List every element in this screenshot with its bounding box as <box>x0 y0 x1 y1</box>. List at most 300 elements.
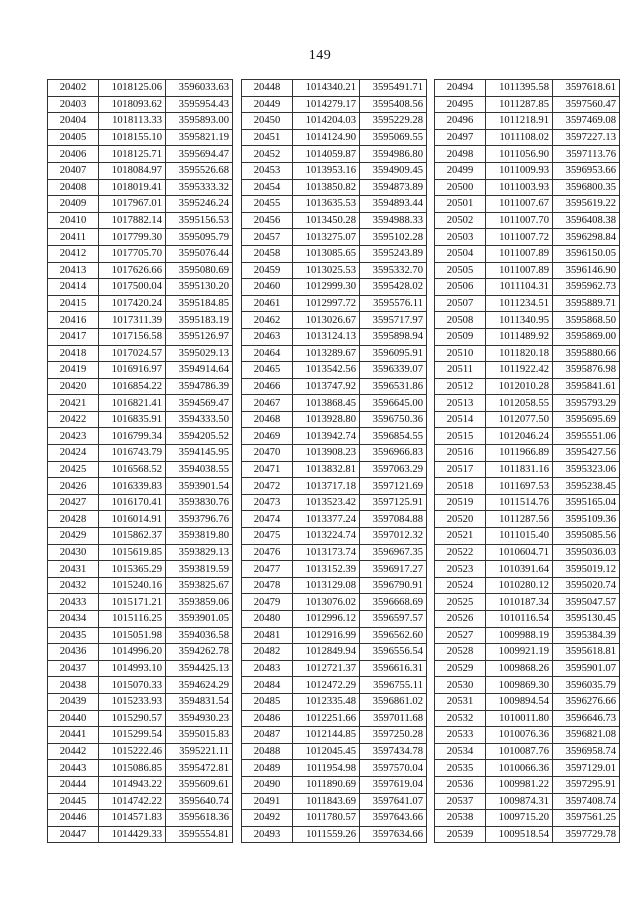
y-coordinate-cell: 3594262.78 <box>166 644 233 661</box>
x-coordinate-cell: 1011489.92 <box>486 328 553 345</box>
x-coordinate-cell: 1013289.67 <box>293 345 360 362</box>
y-coordinate-cell: 3596917.27 <box>360 561 427 578</box>
x-coordinate-cell: 1015619.85 <box>99 544 166 561</box>
point-id-cell: 20430 <box>48 544 99 561</box>
y-coordinate-cell: 3595015.83 <box>166 727 233 744</box>
page-number: 149 <box>308 48 332 63</box>
x-coordinate-cell: 1011007.89 <box>486 245 553 262</box>
x-coordinate-cell: 1015299.54 <box>99 727 166 744</box>
point-id-cell: 20512 <box>435 378 486 395</box>
x-coordinate-cell: 1009894.54 <box>486 693 553 710</box>
table-row <box>48 577 233 594</box>
x-coordinate-cell: 1010011.80 <box>486 710 553 727</box>
y-coordinate-cell: 3595020.74 <box>553 577 620 594</box>
point-id-cell: 20435 <box>48 627 99 644</box>
x-coordinate-cell: 1018125.71 <box>99 146 166 163</box>
x-coordinate-cell: 1012335.48 <box>293 693 360 710</box>
point-id-cell: 20538 <box>435 810 486 827</box>
x-coordinate-cell: 1012046.24 <box>486 428 553 445</box>
table-row <box>48 328 233 345</box>
table-row <box>435 577 620 594</box>
x-coordinate-cell: 1014204.03 <box>293 113 360 130</box>
x-coordinate-cell: 1011922.42 <box>486 362 553 379</box>
table-row <box>242 295 427 312</box>
y-coordinate-cell: 3596645.00 <box>360 395 427 412</box>
x-coordinate-cell: 1015070.33 <box>99 677 166 694</box>
table-row <box>48 445 233 462</box>
y-coordinate-cell: 3595576.11 <box>360 295 427 312</box>
table-row <box>48 693 233 710</box>
y-coordinate-cell: 3593829.13 <box>166 544 233 561</box>
x-coordinate-cell: 1013025.53 <box>293 262 360 279</box>
x-coordinate-cell: 1017705.70 <box>99 245 166 262</box>
point-id-cell: 20452 <box>242 146 293 163</box>
table-row <box>435 146 620 163</box>
point-id-cell: 20468 <box>242 411 293 428</box>
y-coordinate-cell: 3596668.69 <box>360 594 427 611</box>
x-coordinate-cell: 1014340.21 <box>293 80 360 97</box>
point-id-cell: 20453 <box>242 162 293 179</box>
y-coordinate-cell: 3597011.68 <box>360 710 427 727</box>
point-id-cell: 20422 <box>48 411 99 428</box>
table-row <box>242 511 427 528</box>
point-id-cell: 20484 <box>242 677 293 694</box>
point-id-cell: 20526 <box>435 611 486 628</box>
point-id-cell: 20530 <box>435 677 486 694</box>
table-row <box>242 727 427 744</box>
y-coordinate-cell: 3597560.47 <box>553 96 620 113</box>
x-coordinate-cell: 1013224.74 <box>293 528 360 545</box>
table-row <box>435 693 620 710</box>
table-row <box>48 113 233 130</box>
table-row <box>435 677 620 694</box>
point-id-cell: 20503 <box>435 229 486 246</box>
x-coordinate-cell: 1016854.22 <box>99 378 166 395</box>
y-coordinate-cell: 3597643.66 <box>360 810 427 827</box>
point-id-cell: 20496 <box>435 113 486 130</box>
x-coordinate-cell: 1011218.91 <box>486 113 553 130</box>
table-row <box>435 461 620 478</box>
table-row <box>435 378 620 395</box>
y-coordinate-cell: 3595047.57 <box>553 594 620 611</box>
table-row <box>242 577 427 594</box>
x-coordinate-cell: 1013275.07 <box>293 229 360 246</box>
point-id-cell: 20527 <box>435 627 486 644</box>
table-row <box>435 644 620 661</box>
point-id-cell: 20447 <box>48 826 99 843</box>
point-id-cell: 20463 <box>242 328 293 345</box>
x-coordinate-cell: 1010604.71 <box>486 544 553 561</box>
x-coordinate-cell: 1013173.74 <box>293 544 360 561</box>
table-row <box>435 594 620 611</box>
table-row <box>48 262 233 279</box>
point-id-cell: 20490 <box>242 776 293 793</box>
x-coordinate-cell: 1018125.06 <box>99 80 166 97</box>
point-id-cell: 20522 <box>435 544 486 561</box>
y-coordinate-cell: 3596800.35 <box>553 179 620 196</box>
y-coordinate-cell: 3596339.07 <box>360 362 427 379</box>
table-row <box>48 428 233 445</box>
y-coordinate-cell: 3594205.52 <box>166 428 233 445</box>
x-coordinate-cell: 1011009.93 <box>486 162 553 179</box>
y-coordinate-cell: 3596298.84 <box>553 229 620 246</box>
x-coordinate-cell: 1016339.83 <box>99 478 166 495</box>
point-id-cell: 20404 <box>48 113 99 130</box>
y-coordinate-cell: 3595889.71 <box>553 295 620 312</box>
point-id-cell: 20425 <box>48 461 99 478</box>
x-coordinate-cell: 1018019.41 <box>99 179 166 196</box>
x-coordinate-cell: 1017967.01 <box>99 196 166 213</box>
point-id-cell: 20436 <box>48 644 99 661</box>
y-coordinate-cell: 3595246.24 <box>166 196 233 213</box>
y-coordinate-cell: 3594333.50 <box>166 411 233 428</box>
table-row <box>48 461 233 478</box>
x-coordinate-cell: 1016743.79 <box>99 445 166 462</box>
y-coordinate-cell: 3597012.32 <box>360 528 427 545</box>
table-row <box>48 146 233 163</box>
table-row <box>48 594 233 611</box>
x-coordinate-cell: 1013850.82 <box>293 179 360 196</box>
table-row <box>435 826 620 843</box>
point-id-cell: 20483 <box>242 660 293 677</box>
point-id-cell: 20442 <box>48 743 99 760</box>
point-id-cell: 20504 <box>435 245 486 262</box>
y-coordinate-cell: 3595243.89 <box>360 245 427 262</box>
point-id-cell: 20508 <box>435 312 486 329</box>
y-coordinate-cell: 3597121.69 <box>360 478 427 495</box>
point-id-cell: 20515 <box>435 428 486 445</box>
y-coordinate-cell: 3594569.47 <box>166 395 233 412</box>
y-coordinate-cell: 3594786.39 <box>166 378 233 395</box>
x-coordinate-cell: 1011234.51 <box>486 295 553 312</box>
x-coordinate-cell: 1010076.36 <box>486 727 553 744</box>
table-row <box>435 312 620 329</box>
x-coordinate-cell: 1011697.53 <box>486 478 553 495</box>
point-id-cell: 20414 <box>48 279 99 296</box>
table-row <box>242 677 427 694</box>
y-coordinate-cell: 3594914.64 <box>166 362 233 379</box>
y-coordinate-cell: 3595526.68 <box>166 162 233 179</box>
x-coordinate-cell: 1011287.56 <box>486 511 553 528</box>
y-coordinate-cell: 3595184.85 <box>166 295 233 312</box>
point-id-cell: 20525 <box>435 594 486 611</box>
x-coordinate-cell: 1013450.28 <box>293 212 360 229</box>
table-row <box>48 760 233 777</box>
table-row <box>242 478 427 495</box>
x-coordinate-cell: 1012144.85 <box>293 727 360 744</box>
table-row <box>435 627 620 644</box>
x-coordinate-cell: 1013635.53 <box>293 196 360 213</box>
table-row <box>48 179 233 196</box>
point-id-cell: 20446 <box>48 810 99 827</box>
point-id-cell: 20406 <box>48 146 99 163</box>
x-coordinate-cell: 1014571.83 <box>99 810 166 827</box>
y-coordinate-cell: 3595332.70 <box>360 262 427 279</box>
x-coordinate-cell: 1014059.87 <box>293 146 360 163</box>
x-coordinate-cell: 1015233.93 <box>99 693 166 710</box>
y-coordinate-cell: 3597469.08 <box>553 113 620 130</box>
x-coordinate-cell: 1011831.16 <box>486 461 553 478</box>
y-coordinate-cell: 3597618.61 <box>553 80 620 97</box>
x-coordinate-cell: 1012058.55 <box>486 395 553 412</box>
y-coordinate-cell: 3596146.90 <box>553 262 620 279</box>
x-coordinate-cell: 1011395.58 <box>486 80 553 97</box>
y-coordinate-cell: 3595893.00 <box>166 113 233 130</box>
y-coordinate-cell: 3596750.36 <box>360 411 427 428</box>
y-coordinate-cell: 3595019.12 <box>553 561 620 578</box>
point-id-cell: 20495 <box>435 96 486 113</box>
x-coordinate-cell: 1009869.30 <box>486 677 553 694</box>
point-id-cell: 20421 <box>48 395 99 412</box>
x-coordinate-cell: 1012721.37 <box>293 660 360 677</box>
table-row <box>48 196 233 213</box>
point-id-cell: 20533 <box>435 727 486 744</box>
table-row <box>435 196 620 213</box>
y-coordinate-cell: 3595238.45 <box>553 478 620 495</box>
x-coordinate-cell: 1011514.76 <box>486 494 553 511</box>
table-row <box>48 411 233 428</box>
table-row <box>242 312 427 329</box>
x-coordinate-cell: 1011007.67 <box>486 196 553 213</box>
y-coordinate-cell: 3595880.66 <box>553 345 620 362</box>
x-coordinate-cell: 1017799.30 <box>99 229 166 246</box>
x-coordinate-cell: 1013124.13 <box>293 328 360 345</box>
table-row <box>48 743 233 760</box>
table-row <box>242 345 427 362</box>
point-id-cell: 20481 <box>242 627 293 644</box>
table-row <box>48 295 233 312</box>
y-coordinate-cell: 3594893.44 <box>360 196 427 213</box>
y-coordinate-cell: 3595869.00 <box>553 328 620 345</box>
y-coordinate-cell: 3594425.13 <box>166 660 233 677</box>
y-coordinate-cell: 3596646.73 <box>553 710 620 727</box>
table-row <box>242 378 427 395</box>
point-id-cell: 20450 <box>242 113 293 130</box>
y-coordinate-cell: 3596531.86 <box>360 378 427 395</box>
x-coordinate-cell: 1013542.56 <box>293 362 360 379</box>
table-row <box>48 561 233 578</box>
point-id-cell: 20488 <box>242 743 293 760</box>
y-coordinate-cell: 3596597.57 <box>360 611 427 628</box>
table-row <box>242 710 427 727</box>
y-coordinate-cell: 3597063.29 <box>360 461 427 478</box>
x-coordinate-cell: 1011890.69 <box>293 776 360 793</box>
y-coordinate-cell: 3597641.07 <box>360 793 427 810</box>
x-coordinate-cell: 1013152.39 <box>293 561 360 578</box>
x-coordinate-cell: 1014996.20 <box>99 644 166 661</box>
y-coordinate-cell: 3596790.91 <box>360 577 427 594</box>
table-row <box>48 544 233 561</box>
y-coordinate-cell: 3595229.28 <box>360 113 427 130</box>
point-id-cell: 20519 <box>435 494 486 511</box>
x-coordinate-cell: 1016821.41 <box>99 395 166 412</box>
y-coordinate-cell: 3594036.58 <box>166 627 233 644</box>
point-id-cell: 20501 <box>435 196 486 213</box>
y-coordinate-cell: 3593796.76 <box>166 511 233 528</box>
point-id-cell: 20410 <box>48 212 99 229</box>
y-coordinate-cell: 3597729.78 <box>553 826 620 843</box>
y-coordinate-cell: 3593830.76 <box>166 494 233 511</box>
y-coordinate-cell: 3595618.81 <box>553 644 620 661</box>
y-coordinate-cell: 3595036.03 <box>553 544 620 561</box>
x-coordinate-cell: 1016799.34 <box>99 428 166 445</box>
x-coordinate-cell: 1012996.12 <box>293 611 360 628</box>
x-coordinate-cell: 1014279.17 <box>293 96 360 113</box>
y-coordinate-cell: 3593859.06 <box>166 594 233 611</box>
y-coordinate-cell: 3595609.61 <box>166 776 233 793</box>
y-coordinate-cell: 3596035.79 <box>553 677 620 694</box>
x-coordinate-cell: 1013928.80 <box>293 411 360 428</box>
point-id-cell: 20476 <box>242 544 293 561</box>
y-coordinate-cell: 3594909.45 <box>360 162 427 179</box>
point-id-cell: 20528 <box>435 644 486 661</box>
x-coordinate-cell: 1012916.99 <box>293 627 360 644</box>
point-id-cell: 20426 <box>48 478 99 495</box>
y-coordinate-cell: 3593825.67 <box>166 577 233 594</box>
x-coordinate-cell: 1017420.24 <box>99 295 166 312</box>
y-coordinate-cell: 3595695.69 <box>553 411 620 428</box>
point-id-cell: 20407 <box>48 162 99 179</box>
table-row <box>435 245 620 262</box>
x-coordinate-cell: 1009518.54 <box>486 826 553 843</box>
table-row <box>242 611 427 628</box>
point-id-cell: 20413 <box>48 262 99 279</box>
coordinate-table-2 <box>241 79 427 843</box>
point-id-cell: 20473 <box>242 494 293 511</box>
x-coordinate-cell: 1013747.92 <box>293 378 360 395</box>
y-coordinate-cell: 3594873.89 <box>360 179 427 196</box>
table-row <box>48 660 233 677</box>
y-coordinate-cell: 3593901.05 <box>166 611 233 628</box>
y-coordinate-cell: 3595085.56 <box>553 528 620 545</box>
point-id-cell: 20479 <box>242 594 293 611</box>
y-coordinate-cell: 3595821.19 <box>166 129 233 146</box>
table-row <box>435 660 620 677</box>
table-row <box>242 693 427 710</box>
x-coordinate-cell: 1013908.23 <box>293 445 360 462</box>
point-id-cell: 20428 <box>48 511 99 528</box>
table-row <box>242 279 427 296</box>
table-row <box>48 710 233 727</box>
point-id-cell: 20494 <box>435 80 486 97</box>
table-row <box>242 743 427 760</box>
x-coordinate-cell: 1012849.94 <box>293 644 360 661</box>
y-coordinate-cell: 3595080.69 <box>166 262 233 279</box>
point-id-cell: 20517 <box>435 461 486 478</box>
x-coordinate-cell: 1015171.21 <box>99 594 166 611</box>
y-coordinate-cell: 3595717.97 <box>360 312 427 329</box>
table-row <box>48 162 233 179</box>
point-id-cell: 20485 <box>242 693 293 710</box>
point-id-cell: 20498 <box>435 146 486 163</box>
x-coordinate-cell: 1009715.20 <box>486 810 553 827</box>
y-coordinate-cell: 3593901.54 <box>166 478 233 495</box>
x-coordinate-cell: 1013523.42 <box>293 494 360 511</box>
point-id-cell: 20427 <box>48 494 99 511</box>
point-id-cell: 20535 <box>435 760 486 777</box>
coordinate-table-3 <box>434 79 620 843</box>
point-id-cell: 20454 <box>242 179 293 196</box>
x-coordinate-cell: 1015086.85 <box>99 760 166 777</box>
x-coordinate-cell: 1010116.54 <box>486 611 553 628</box>
y-coordinate-cell: 3597125.91 <box>360 494 427 511</box>
table-row <box>242 826 427 843</box>
table-row <box>242 660 427 677</box>
x-coordinate-cell: 1013026.67 <box>293 312 360 329</box>
x-coordinate-cell: 1015051.98 <box>99 627 166 644</box>
point-id-cell: 20416 <box>48 312 99 329</box>
x-coordinate-cell: 1014429.33 <box>99 826 166 843</box>
table-row <box>48 776 233 793</box>
y-coordinate-cell: 3595183.19 <box>166 312 233 329</box>
table-row <box>435 544 620 561</box>
table-row <box>48 627 233 644</box>
y-coordinate-cell: 3595069.55 <box>360 129 427 146</box>
table-row <box>435 411 620 428</box>
point-id-cell: 20466 <box>242 378 293 395</box>
point-id-cell: 20500 <box>435 179 486 196</box>
table-row <box>435 611 620 628</box>
table-row <box>242 544 427 561</box>
x-coordinate-cell: 1009874.31 <box>486 793 553 810</box>
table-row <box>435 395 620 412</box>
x-coordinate-cell: 1017311.39 <box>99 312 166 329</box>
table-row <box>242 179 427 196</box>
table-row <box>242 129 427 146</box>
point-id-cell: 20445 <box>48 793 99 810</box>
point-id-cell: 20513 <box>435 395 486 412</box>
table-row <box>242 262 427 279</box>
table-row <box>242 113 427 130</box>
y-coordinate-cell: 3595427.56 <box>553 445 620 462</box>
x-coordinate-cell: 1012472.29 <box>293 677 360 694</box>
x-coordinate-cell: 1011056.90 <box>486 146 553 163</box>
y-coordinate-cell: 3595618.36 <box>166 810 233 827</box>
table-row <box>48 345 233 362</box>
table-row <box>435 727 620 744</box>
point-id-cell: 20529 <box>435 660 486 677</box>
x-coordinate-cell: 1015240.16 <box>99 577 166 594</box>
point-id-cell: 20420 <box>48 378 99 395</box>
table-row <box>435 113 620 130</box>
point-id-cell: 20480 <box>242 611 293 628</box>
x-coordinate-cell: 1012045.45 <box>293 743 360 760</box>
x-coordinate-cell: 1011820.18 <box>486 345 553 362</box>
y-coordinate-cell: 3597619.04 <box>360 776 427 793</box>
table-row <box>48 395 233 412</box>
point-id-cell: 20502 <box>435 212 486 229</box>
y-coordinate-cell: 3596276.66 <box>553 693 620 710</box>
point-id-cell: 20409 <box>48 196 99 213</box>
table-row <box>435 229 620 246</box>
y-coordinate-cell: 3596958.74 <box>553 743 620 760</box>
x-coordinate-cell: 1012251.66 <box>293 710 360 727</box>
point-id-cell: 20419 <box>48 362 99 379</box>
table-row <box>435 328 620 345</box>
point-id-cell: 20475 <box>242 528 293 545</box>
y-coordinate-cell: 3595962.73 <box>553 279 620 296</box>
coordinate-table-1 <box>47 79 233 843</box>
x-coordinate-cell: 1013129.08 <box>293 577 360 594</box>
table-row <box>48 378 233 395</box>
x-coordinate-cell: 1013377.24 <box>293 511 360 528</box>
point-id-cell: 20509 <box>435 328 486 345</box>
x-coordinate-cell: 1010066.36 <box>486 760 553 777</box>
point-id-cell: 20402 <box>48 80 99 97</box>
point-id-cell: 20424 <box>48 445 99 462</box>
table-row <box>242 561 427 578</box>
point-id-cell: 20415 <box>48 295 99 312</box>
